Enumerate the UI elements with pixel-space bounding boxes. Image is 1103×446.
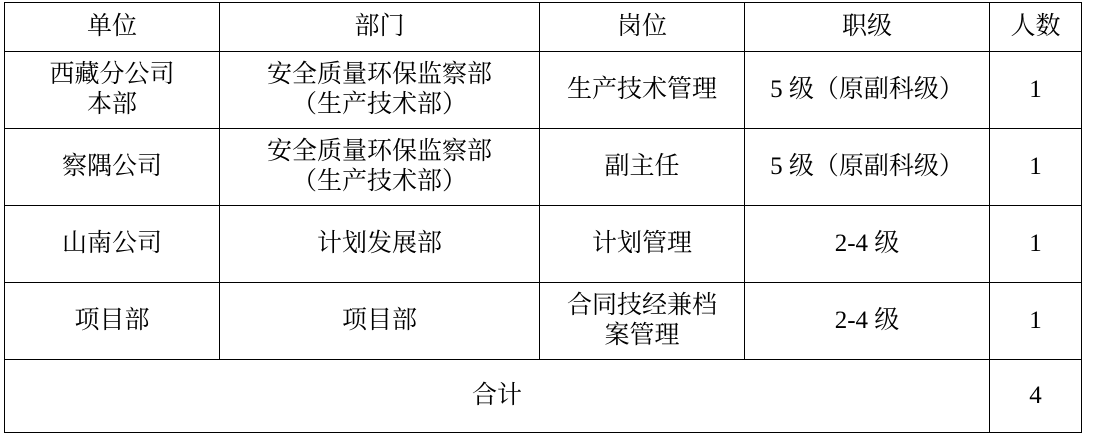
cell-department bbox=[220, 52, 540, 129]
cell-position bbox=[540, 52, 745, 129]
cell-unit-line: 察隅公司 bbox=[61, 152, 162, 180]
document-page bbox=[0, 2, 1103, 446]
cell-department-line: 计划发展部 bbox=[316, 229, 442, 257]
table-row bbox=[5, 283, 1082, 360]
cell-rank-line: 2-4 级 bbox=[834, 229, 900, 257]
table-row bbox=[5, 129, 1082, 206]
cell-department bbox=[220, 283, 540, 360]
cell-unit-line: 项目部 bbox=[74, 306, 150, 334]
cell-department-line: 安全质量环保监察部 bbox=[266, 137, 492, 165]
cell-rank bbox=[745, 52, 990, 129]
cell-unit bbox=[5, 283, 220, 360]
column-header-count: 人数 bbox=[990, 3, 1082, 52]
cell-department bbox=[220, 129, 540, 206]
cell-department-line: （生产技术部） bbox=[291, 91, 467, 118]
job-positions-table bbox=[4, 2, 1082, 433]
column-header-rank: 职级 bbox=[745, 3, 990, 52]
cell-position bbox=[540, 206, 745, 283]
cell-position-line: 生产技术管理 bbox=[566, 75, 717, 103]
cell-position-line: 合同技经兼档 bbox=[566, 291, 717, 319]
cell-unit-line: 西藏分公司 bbox=[49, 60, 175, 88]
cell-department-line: 安全质量环保监察部 bbox=[266, 60, 492, 88]
total-count: 4 bbox=[990, 360, 1082, 433]
cell-count: 1 bbox=[990, 206, 1082, 283]
cell-department bbox=[220, 206, 540, 283]
cell-count: 1 bbox=[990, 52, 1082, 129]
table-row bbox=[5, 206, 1082, 283]
cell-unit bbox=[5, 206, 220, 283]
cell-department-line: （生产技术部） bbox=[291, 168, 467, 195]
cell-position-line: 案管理 bbox=[604, 322, 680, 349]
cell-rank-line: 5 级（原副科级） bbox=[770, 75, 964, 103]
cell-rank bbox=[745, 129, 990, 206]
cell-rank bbox=[745, 206, 990, 283]
cell-count: 1 bbox=[990, 283, 1082, 360]
cell-unit bbox=[5, 129, 220, 206]
cell-rank-line: 5 级（原副科级） bbox=[770, 152, 964, 180]
total-label: 合计 bbox=[5, 360, 990, 433]
column-header-position: 岗位 bbox=[540, 3, 745, 52]
table-header-row bbox=[5, 3, 1082, 52]
cell-unit-line: 山南公司 bbox=[61, 229, 162, 257]
table-total-row bbox=[5, 360, 1082, 433]
cell-rank bbox=[745, 283, 990, 360]
cell-count: 1 bbox=[990, 129, 1082, 206]
cell-position-line: 副主任 bbox=[604, 152, 680, 180]
cell-position-line: 计划管理 bbox=[591, 229, 692, 257]
table-row bbox=[5, 52, 1082, 129]
column-header-unit: 单位 bbox=[5, 3, 220, 52]
cell-unit bbox=[5, 52, 220, 129]
cell-position bbox=[540, 283, 745, 360]
cell-position bbox=[540, 129, 745, 206]
cell-department-line: 项目部 bbox=[341, 306, 417, 334]
cell-rank-line: 2-4 级 bbox=[834, 306, 900, 334]
column-header-department: 部门 bbox=[220, 3, 540, 52]
cell-unit-line: 本部 bbox=[86, 91, 137, 118]
